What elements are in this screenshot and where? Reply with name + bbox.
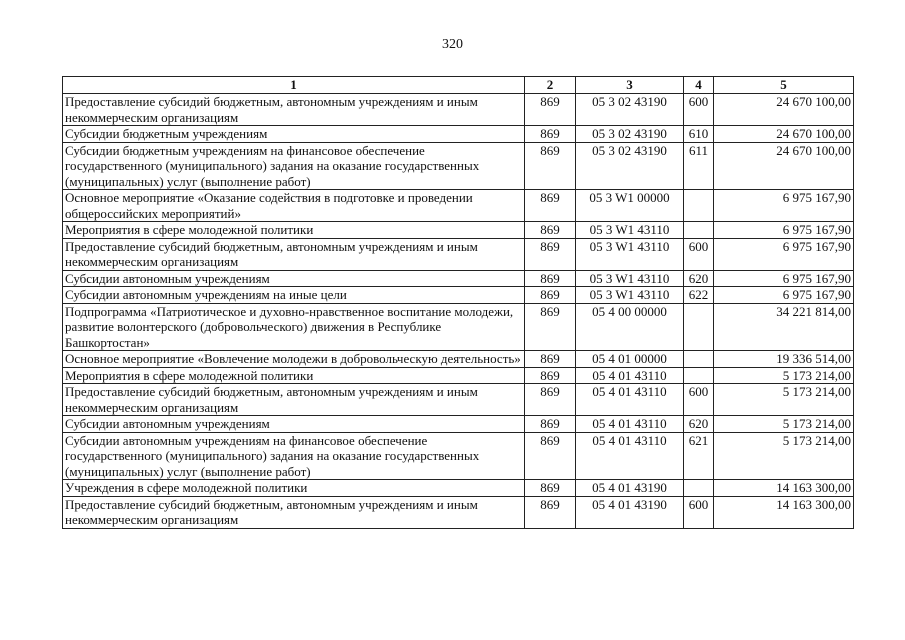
row-csr-cell: 05 3 W1 43110 <box>576 238 684 270</box>
row-csr-cell: 05 4 01 43110 <box>576 367 684 384</box>
table-row <box>63 94 854 126</box>
row-sum-cell: 14 163 300,00 <box>714 480 854 497</box>
column-header: 3 <box>576 77 684 94</box>
row-name-cell: Основное мероприятие «Вовлечение молодежи в добровольческую деятельность» <box>63 351 525 368</box>
row-csr-cell: 05 3 W1 00000 <box>576 190 684 222</box>
row-csr-cell: 05 3 W1 43110 <box>576 222 684 239</box>
row-csr-cell: 05 4 01 00000 <box>576 351 684 368</box>
row-csr-cell: 05 3 02 43190 <box>576 142 684 190</box>
row-sum-cell: 19 336 514,00 <box>714 351 854 368</box>
column-header: 5 <box>714 77 854 94</box>
row-grbs-cell: 869 <box>525 287 576 304</box>
row-grbs-cell: 869 <box>525 222 576 239</box>
row-vr-cell <box>684 351 714 368</box>
row-csr-cell: 05 4 01 43110 <box>576 432 684 480</box>
row-sum-cell: 14 163 300,00 <box>714 496 854 528</box>
row-sum-cell: 6 975 167,90 <box>714 238 854 270</box>
row-sum-cell: 34 221 814,00 <box>714 303 854 351</box>
row-sum-cell: 6 975 167,90 <box>714 222 854 239</box>
table-row <box>63 222 854 239</box>
row-name-cell: Мероприятия в сфере молодежной политики <box>63 222 525 239</box>
row-csr-cell: 05 3 02 43190 <box>576 126 684 143</box>
row-sum-cell: 6 975 167,90 <box>714 270 854 287</box>
row-vr-cell: 611 <box>684 142 714 190</box>
row-grbs-cell: 869 <box>525 496 576 528</box>
row-grbs-cell: 869 <box>525 480 576 497</box>
row-vr-cell <box>684 303 714 351</box>
row-name-cell: Субсидии бюджетным учреждениям на финансовое обеспечение государственного (муниципального) задания на оказание государственных (муниципальных) услуг (выполнение работ) <box>63 142 525 190</box>
row-grbs-cell: 869 <box>525 351 576 368</box>
row-csr-cell: 05 3 02 43190 <box>576 94 684 126</box>
page-number: 320 <box>442 37 463 52</box>
table-row <box>63 432 854 480</box>
row-grbs-cell: 869 <box>525 238 576 270</box>
table-row <box>63 287 854 304</box>
row-grbs-cell: 869 <box>525 270 576 287</box>
row-csr-cell: 05 4 01 43110 <box>576 416 684 433</box>
row-vr-cell: 621 <box>684 432 714 480</box>
row-vr-cell: 620 <box>684 416 714 433</box>
row-csr-cell: 05 4 01 43110 <box>576 384 684 416</box>
row-name-cell: Субсидии бюджетным учреждениям <box>63 126 525 143</box>
row-name-cell: Предоставление субсидий бюджетным, автономным учреждениям и иным некоммерческим организациям <box>63 94 525 126</box>
row-name-cell: Учреждения в сфере молодежной политики <box>63 480 525 497</box>
row-name-cell: Субсидии автономным учреждениям на финансовое обеспечение государственного (муниципального) задания на оказание государственных (муниципальных) услуг (выполнение работ) <box>63 432 525 480</box>
table-row <box>63 238 854 270</box>
row-vr-cell: 620 <box>684 270 714 287</box>
row-csr-cell: 05 3 W1 43110 <box>576 270 684 287</box>
header-row <box>63 77 854 94</box>
row-sum-cell: 5 173 214,00 <box>714 384 854 416</box>
row-sum-cell: 6 975 167,90 <box>714 190 854 222</box>
table-row <box>63 384 854 416</box>
row-vr-cell <box>684 480 714 497</box>
row-name-cell: Предоставление субсидий бюджетным, автономным учреждениям и иным некоммерческим организациям <box>63 496 525 528</box>
row-vr-cell: 600 <box>684 384 714 416</box>
row-name-cell: Субсидии автономным учреждениям <box>63 270 525 287</box>
row-csr-cell: 05 3 W1 43110 <box>576 287 684 304</box>
row-grbs-cell: 869 <box>525 94 576 126</box>
row-csr-cell: 05 4 00 00000 <box>576 303 684 351</box>
row-sum-cell: 24 670 100,00 <box>714 142 854 190</box>
table-row <box>63 351 854 368</box>
table-row <box>63 142 854 190</box>
row-grbs-cell: 869 <box>525 303 576 351</box>
row-vr-cell: 600 <box>684 238 714 270</box>
column-header: 1 <box>63 77 525 94</box>
row-vr-cell: 610 <box>684 126 714 143</box>
row-grbs-cell: 869 <box>525 416 576 433</box>
row-sum-cell: 24 670 100,00 <box>714 126 854 143</box>
row-csr-cell: 05 4 01 43190 <box>576 496 684 528</box>
row-name-cell: Основное мероприятие «Оказание содействия в подготовке и проведении общероссийских мероприятий» <box>63 190 525 222</box>
row-grbs-cell: 869 <box>525 190 576 222</box>
row-name-cell: Подпрограмма «Патриотическое и духовно-нравственное воспитание молодежи, развитие волонтерского (добровольческого) движения в Республике Башкортостан» <box>63 303 525 351</box>
row-sum-cell: 5 173 214,00 <box>714 432 854 480</box>
table-row <box>63 416 854 433</box>
row-grbs-cell: 869 <box>525 432 576 480</box>
table-row <box>63 496 854 528</box>
row-name-cell: Предоставление субсидий бюджетным, автономным учреждениям и иным некоммерческим организациям <box>63 384 525 416</box>
row-vr-cell: 600 <box>684 496 714 528</box>
column-header: 2 <box>525 77 576 94</box>
row-grbs-cell: 869 <box>525 126 576 143</box>
table-row <box>63 270 854 287</box>
table-row <box>63 190 854 222</box>
row-sum-cell: 24 670 100,00 <box>714 94 854 126</box>
table-row <box>63 303 854 351</box>
row-name-cell: Предоставление субсидий бюджетным, автономным учреждениям и иным некоммерческим организациям <box>63 238 525 270</box>
row-vr-cell <box>684 190 714 222</box>
table-row <box>63 367 854 384</box>
row-grbs-cell: 869 <box>525 142 576 190</box>
row-name-cell: Субсидии автономным учреждениям на иные цели <box>63 287 525 304</box>
row-vr-cell <box>684 367 714 384</box>
row-vr-cell <box>684 222 714 239</box>
row-name-cell: Мероприятия в сфере молодежной политики <box>63 367 525 384</box>
row-vr-cell: 622 <box>684 287 714 304</box>
row-grbs-cell: 869 <box>525 384 576 416</box>
row-sum-cell: 5 173 214,00 <box>714 416 854 433</box>
table-row <box>63 126 854 143</box>
table-row <box>63 480 854 497</box>
row-csr-cell: 05 4 01 43190 <box>576 480 684 497</box>
row-grbs-cell: 869 <box>525 367 576 384</box>
row-sum-cell: 6 975 167,90 <box>714 287 854 304</box>
column-header: 4 <box>684 77 714 94</box>
row-name-cell: Субсидии автономным учреждениям <box>63 416 525 433</box>
row-sum-cell: 5 173 214,00 <box>714 367 854 384</box>
budget-table <box>62 76 854 529</box>
row-vr-cell: 600 <box>684 94 714 126</box>
